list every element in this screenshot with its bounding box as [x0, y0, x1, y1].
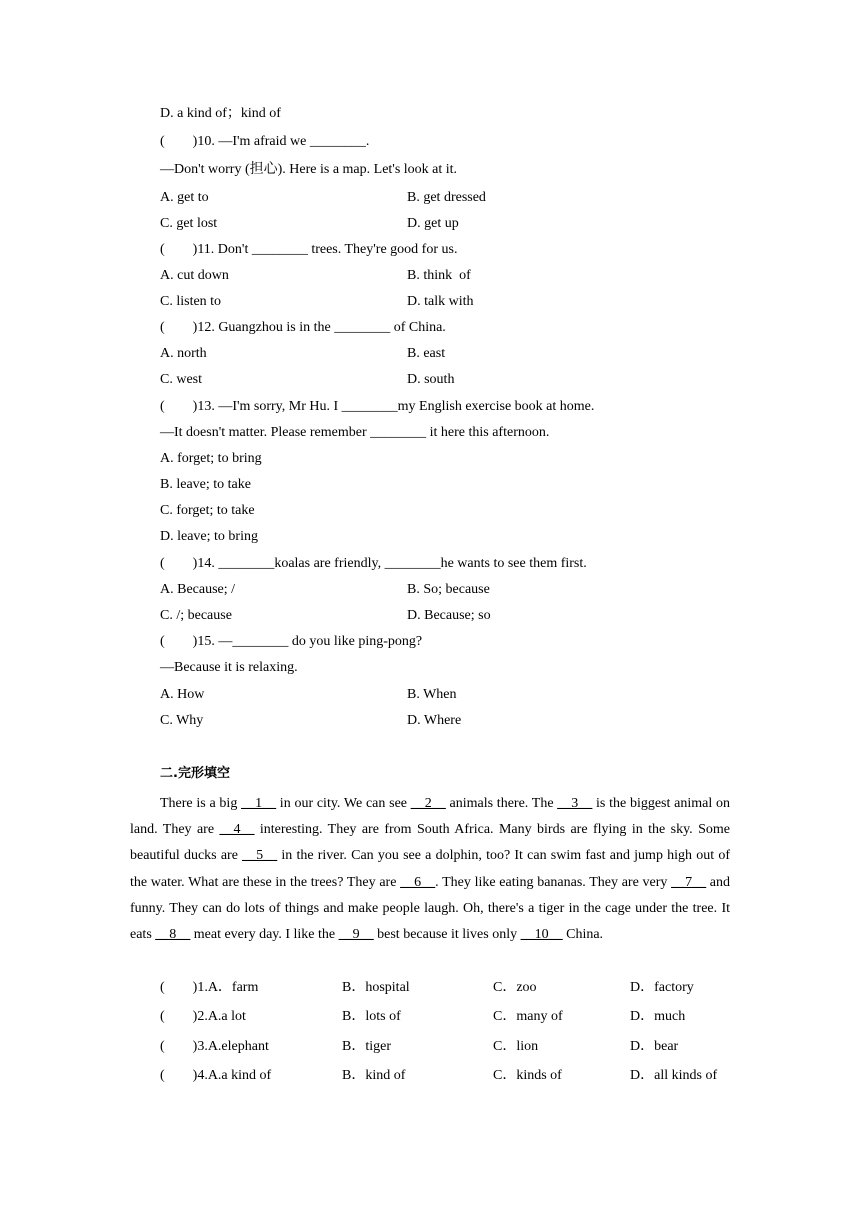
- q9-option-d: D. a kind of；kind of: [160, 106, 281, 121]
- q13-option-b: B. leave; to take: [160, 477, 251, 492]
- q11-option-a: A. cut down: [160, 268, 229, 283]
- cloze-row-2-c: C．many of: [493, 1009, 563, 1024]
- cloze-row-3-a: ( )3.A.elephant: [160, 1039, 269, 1054]
- blank-8: __8__: [155, 927, 191, 943]
- q11-stem: ( )11. Don't ________ trees. They're good for us.: [160, 242, 458, 257]
- q12-option-a: A. north: [160, 346, 207, 361]
- cloze-passage: There is a big __1__ in our city. We can see __2__ animals there. The __3__ is the biggest animal on land. They are __4__ interesting. They are from South Africa. Many birds are flying in the sky. Some beautiful ducks are __5__ in the river. Can you see a dolphin, too? It can swim fast and jump high out of the water. What are these in the trees? They are __6__. They like eating bananas. They are very __7__ and funny. They can do lots of things and make people laugh. Oh, there's a tiger in the cage under the tree. It eats __8__ meat every day. I like the __9__ best because it lives only __10__ China.: [130, 796, 731, 943]
- q15-reply: —Because it is relaxing.: [160, 660, 298, 675]
- q10-option-a: A. get to: [160, 190, 209, 205]
- q10-option-d: D. get up: [407, 216, 459, 231]
- q12-option-d: D. south: [407, 372, 455, 387]
- q12-option-c: C. west: [160, 372, 202, 387]
- q14-option-d: D. Because; so: [407, 608, 491, 623]
- q11-option-c: C. listen to: [160, 294, 222, 309]
- q15-option-b: B. When: [407, 687, 457, 702]
- blank-5: __5__: [242, 848, 278, 864]
- cloze-row-4-a: ( )4.A.a kind of: [160, 1068, 272, 1083]
- cloze-row-3: [160, 1038, 760, 1056]
- q11-option-b: B. think of: [407, 268, 471, 283]
- q14-stem: ( )14. ________koalas are friendly, ________he wants to see them first.: [160, 556, 587, 571]
- q15-stem: ( )15. —________ do you like ping-pong?: [160, 634, 423, 649]
- blank-9: __9__: [338, 927, 374, 943]
- q14-option-b: B. So; because: [407, 582, 490, 597]
- blank-3: __3__: [557, 796, 593, 811]
- cloze-row-1-b: B．hospital: [342, 980, 410, 995]
- q10-stem: ( )10. —I'm afraid we ________.: [160, 134, 370, 149]
- blank-7: __7__: [671, 874, 707, 890]
- q10-reply: —Don't worry (担心). Here is a map. Let's look at it.: [160, 162, 458, 177]
- q13-stem: ( )13. —I'm sorry, Mr Hu. I ________my English exercise book at home.: [160, 399, 595, 414]
- q11-option-d: D. talk with: [407, 294, 474, 309]
- blank-1: __1__: [241, 796, 277, 811]
- cloze-row-3-c: C．lion: [493, 1039, 539, 1054]
- blank-10: __10__: [520, 927, 563, 943]
- cloze-row-4-c: C．kinds of: [493, 1068, 562, 1083]
- cloze-row-1-a: ( )1.A．farm: [160, 980, 259, 995]
- q10-option-c: C. get lost: [160, 216, 218, 231]
- cloze-row-4-d: D．all kinds of: [630, 1068, 718, 1083]
- cloze-row-4: [160, 1067, 760, 1085]
- cloze-row-2-b: B．lots of: [342, 1009, 401, 1024]
- q15-option-c: C. Why: [160, 713, 204, 728]
- cloze-heading: 二.完形填空: [160, 766, 230, 781]
- q13-option-c: C. forget; to take: [160, 503, 255, 518]
- cloze-row-3-b: B．tiger: [342, 1039, 391, 1054]
- q10-option-b: B. get dressed: [407, 190, 486, 205]
- cloze-row-1-c: C．zoo: [493, 980, 537, 995]
- q13-reply: —It doesn't matter. Please remember ________ it here this afternoon.: [160, 425, 550, 440]
- cloze-row-1: [160, 979, 760, 997]
- cloze-row-2-d: D．much: [630, 1009, 686, 1024]
- blank-6: __6__: [400, 874, 436, 890]
- q14-option-a: A. Because; /: [160, 582, 236, 597]
- cloze-row-4-b: B．kind of: [342, 1068, 406, 1083]
- cloze-row-2-a: ( )2.A.a lot: [160, 1009, 246, 1024]
- q13-option-d: D. leave; to bring: [160, 529, 258, 544]
- q15-option-a: A. How: [160, 687, 205, 702]
- q12-option-b: B. east: [407, 346, 446, 361]
- cloze-row-1-d: D．factory: [630, 980, 694, 995]
- q15-option-d: D. Where: [407, 713, 462, 728]
- q13-option-a: A. forget; to bring: [160, 451, 262, 466]
- q14-option-c: C. /; because: [160, 608, 232, 623]
- cloze-row-3-d: D．bear: [630, 1039, 679, 1054]
- blank-4: __4__: [219, 822, 255, 838]
- cloze-row-2: [160, 1008, 760, 1026]
- blank-2: __2__: [410, 796, 446, 811]
- q12-stem: ( )12. Guangzhou is in the ________ of China.: [160, 320, 446, 335]
